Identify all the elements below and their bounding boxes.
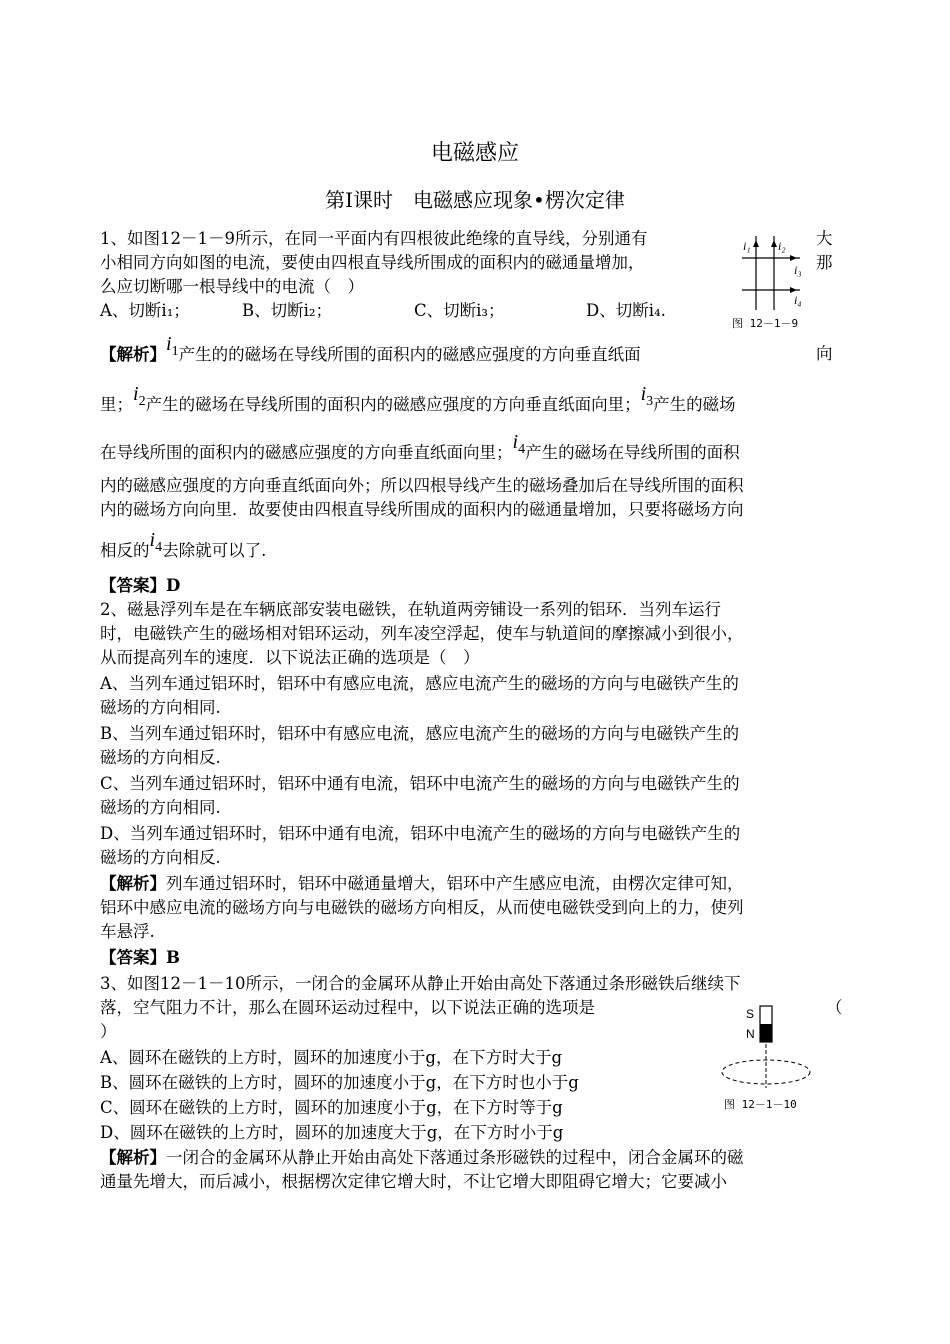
doc-title: 电磁感应 (430, 141, 519, 166)
fig-label-i1: i₁ (743, 239, 751, 253)
q1-option-d: D、切断i₄. (586, 301, 666, 320)
q2-option-c-1: C、当列车通过铝环时，铝环中通有电流，铝环中电流产生的磁场的方向与电磁铁产生的 (100, 774, 740, 793)
q2-line-3: 从而提高列车的速度．以下说法正确的选项是（ ） (100, 648, 480, 667)
fig-label-i3: i₃ (794, 263, 802, 277)
q1-line-1: 1、如图12－1－9所示，在同一平面内有四根彼此绝缘的直导线，分别通有 (100, 229, 648, 248)
q3-option-d: D、圆环在磁铁的上方时，圆环的加速度大于g，在下方时小于g (100, 1123, 564, 1142)
q3-option-c: C、圆环在磁铁的上方时，圆环的加速度小于g，在下方时等于g (100, 1098, 563, 1117)
q2-line-1: 2、磁悬浮列车是在车辆底部安装电磁铁，在轨道两旁铺设一系列的铝环．当列车运行 (100, 600, 721, 619)
var-i2: $i_2$ (133, 383, 146, 409)
q3-option-b: B、圆环在磁铁的上方时，圆环的加速度小于g，在下方时也小于g (100, 1073, 579, 1092)
q3-analysis-line-1: 【解析】一闭合的金属环从静止开始由高处下落通过条形磁铁的过程中，闭合金属环的磁 (100, 1148, 744, 1167)
q1-option-b: B、切断i₂； (242, 301, 333, 320)
label-n: N (746, 1027, 755, 1041)
q1-analysis-line-1 (100, 333, 641, 369)
q2-option-b-1: B、当列车通过铝环时，铝环中有感应电流，感应电流产生的磁场的方向与电磁铁产生的 (100, 724, 740, 743)
label-s: S (746, 1007, 755, 1021)
q3-line-2: 落，空气阻力不计，那么在圆环运动过程中，以下说法正确的选项是 (100, 998, 595, 1017)
q1-answer: 【答案】D (100, 576, 181, 595)
q1-analysis-line-6: 相反的$i_4$去除就可以了. (100, 529, 267, 560)
q2-option-d-2: 磁场的方向相反. (100, 848, 221, 867)
q2-analysis-line-2: 铝环中感应电流的磁场方向与电磁铁的磁场方向相反，从而使电磁铁受到向上的力，使列 (100, 898, 744, 917)
doc-subtitle: 第Ⅰ课时 电磁感应现象•楞次定律 (325, 188, 625, 212)
q2-option-a-2: 磁场的方向相同. (100, 698, 221, 717)
q2-line-2: 时，电磁铁产生的磁场相对铝环运动，列车凌空浮起，使车与轨道间的摩擦减小到很小， (100, 624, 744, 643)
var-i4: $i_4$ (512, 431, 526, 457)
q1-analysis-text-1: 产生的的磁场在导线所围的面积内的磁感应强度的方向垂直纸面 (178, 345, 641, 364)
q1-option-c: C、切断i₃； (414, 301, 505, 320)
var-i3: $i_3$ (640, 383, 654, 409)
q1-analysis-line-5: 内的磁场方向向里．故要使由四根直导线所围成的面积内的磁通量增加，只要将磁场方向 (100, 500, 744, 519)
q2-analysis-line-3: 车悬浮. (100, 922, 155, 941)
figure-12-1-10-caption: 图 12－1－10 (724, 1098, 797, 1111)
q3-line-2-tail: （ (826, 998, 843, 1017)
q2-option-d-1: D、当列车通过铝环时，铝环中通有电流，铝环中电流产生的磁场的方向与电磁铁产生的 (100, 824, 741, 843)
q3-option-a: A、圆环在磁铁的上方时，圆环的加速度小于g，在下方时大于g (100, 1048, 563, 1067)
q2-option-b-2: 磁场的方向相反. (100, 748, 221, 767)
fig-label-i4: i₄ (794, 293, 802, 307)
fig-label-i2: i₂ (778, 239, 786, 253)
figure-12-1-9-caption: 图 12－1－9 (732, 317, 799, 330)
q2-option-a-1: A、当列车通过铝环时，铝环中有感应电流，感应电流产生的磁场的方向与电磁铁产生的 (100, 674, 739, 693)
q1-line-1-tail: 大 (816, 229, 833, 248)
magnet-ring-diagram (716, 1000, 826, 1095)
q2-analysis-line-1: 【解析】列车通过铝环时，铝环中磁通量增大，铝环中产生感应电流，由楞次定律可知， (100, 874, 744, 893)
q1-line-3: 么应切断哪一根导线中的电流（ ） (100, 277, 364, 296)
var-i4-b: $i_4$ (149, 529, 163, 555)
q1-line-2: 小相同方向如图的电流，要使由四根直导线所围成的面积内的磁通量增加， (100, 253, 645, 272)
figure-12-1-10 (716, 1000, 826, 1095)
magnet-n-pole (760, 1024, 772, 1042)
q3-line-3: ） (100, 1022, 117, 1041)
var-i1: $i_1$ (166, 333, 179, 359)
q1-analysis-line-2: 里；$i_2$产生的磁场在导线所围的面积内的磁感应强度的方向垂直纸面向里；$i_3$产生的磁场 (100, 383, 736, 414)
q2-option-c-2: 磁场的方向相同. (100, 798, 221, 817)
q3-line-1: 3、如图12－1－10所示，一闭合的金属环从静止开始由高处下落通过条形磁铁后继续下 (100, 974, 741, 993)
q2-answer: 【答案】B (100, 948, 180, 967)
q1-analysis-line-3: 在导线所围的面积内的磁感应强度的方向垂直纸面向里；$i_4$产生的磁场在导线所围的面积 (100, 431, 740, 462)
q1-analysis-line-4: 内的磁感应强度的方向垂直纸面向外；所以四根导线产生的磁场叠加后在导线所围的面积 (100, 476, 744, 495)
q1-analysis-tag: 【解析】 (100, 345, 166, 364)
q1-line-2-tail: 那 (816, 253, 833, 272)
q3-analysis-line-2: 通量先增大，而后减小，根据楞次定律它增大时，不让它增大即阻碍它增大；它要减小 (100, 1172, 727, 1191)
q1-analysis-line-1-tail: 向 (816, 344, 833, 363)
q1-option-a: A、切断i₁； (100, 301, 190, 320)
